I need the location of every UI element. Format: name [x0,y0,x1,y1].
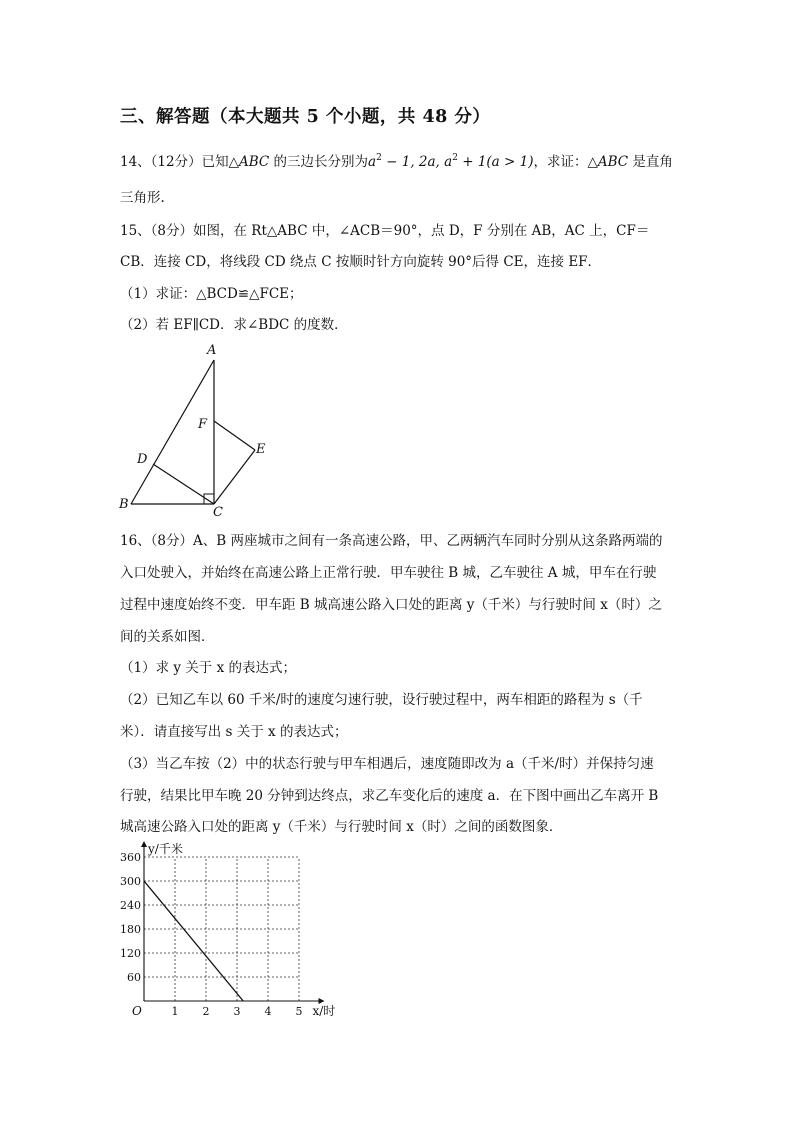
y-tick-label-240: 240 [120,899,141,912]
series-line-0 [144,881,243,1001]
x-tick-label-2: 2 [202,1005,210,1018]
y-axis-label: y/千米 [148,842,183,856]
q14-suffix2: 是直角 [628,154,673,170]
q14-line2: 三角形. [120,190,165,206]
q16-part2a: （2）已知乙车以 60 千米/时的速度匀速行驶，设行驶过程中，两车相距的路程为 s（千 [120,692,643,708]
y-tick-label-300: 300 [120,875,141,888]
x-tick-label-3: 3 [233,1005,241,1018]
q14-exp-a: 2 [376,153,382,163]
segment-ce [214,450,255,504]
x-tick-label-4: 4 [264,1005,272,1018]
label-f: F [198,417,208,432]
q16-part3b: 行驶，结果比甲车晚 20 分钟到达终点，求乙车变化后的速度 a．在下图中画出乙车离开 B [120,788,659,804]
q16-part1: （1）求 y 关于 x 的表达式； [120,660,296,676]
origin-label: O [132,1004,142,1018]
distance-time-chart [110,838,350,1023]
label-e: E [256,442,266,457]
q14-expr-a: a [368,154,377,170]
q15-line2: CB．连接 CD，将线段 CD 绕点 C 按顺时针方向旋转 90°后得 CE，连接 EF． [120,254,602,270]
label-c: C [213,505,223,520]
q14-triangle2: △ABC [587,154,629,170]
q16-part3a: （3）当乙车按（2）中的状态行驶与甲车相遇后，速度随即改为 a（千米/时）并保持匀速 [120,756,654,772]
q15-part1: （1）求证：△BCD≌△FCE； [120,286,303,302]
q14-triangle: △ABC [228,154,270,170]
label-a: A [207,343,217,358]
q14-mid: 的三边长分别为 [269,154,369,170]
geometry-figure [115,340,285,520]
y-tick-label-60: 60 [127,971,141,984]
q15-part2: （2）若 EF∥CD．求∠BDC 的度数． [120,317,348,333]
q14-exp-b: 2 [452,153,458,163]
q14-prefix: 14、（12分）已知 [120,154,229,170]
q16-line1: 16、（8分）A、B 两座城市之间有一条高速公路，甲、乙两辆汽车同时分别从这条路两端的 [120,533,663,549]
q14-expr-b: − 1, 2a, a [381,154,453,170]
label-d: D [137,452,148,467]
x-tick-label-5: 5 [295,1005,303,1018]
q15-line1: 15、（8分）如图，在 Rt△ABC 中，∠ACB＝90°，点 D，F 分别在 AB，AC 上，CF＝ [120,223,650,239]
q14-line1 [120,150,673,170]
label-b: B [119,497,129,512]
q14-suffix1: ，求证： [533,154,588,170]
y-tick-label-120: 120 [120,947,141,960]
segment-cd [153,464,214,504]
section-heading: 三、解答题（本大题共 5 个小题，共 48 分） [120,107,491,127]
x-axis-label: x/时 [312,1004,336,1018]
x-tick-label-1: 1 [171,1005,179,1018]
y-axis-arrow [141,841,147,847]
y-tick-label-180: 180 [120,923,141,936]
q14-expr-c: + 1 [457,154,487,170]
q16-line2: 入口处驶入，并始终在高速公路上正常行驶．甲车驶往 B 城，乙车驶往 A 城，甲车在行驶 [120,565,657,581]
q16-line4: 间的关系如图． [120,629,215,645]
q16-part3c: 城高速公路入口处的距离 y（千米）与行驶时间 x（时）之间的函数图象． [120,819,563,835]
q16-line3: 过程中速度始终不变．甲车距 B 城高速公路入口处的距离 y（千米）与行驶时间 x（时）之 [120,597,662,613]
q14-condition: (a > 1) [486,154,534,170]
y-tick-label-360: 360 [120,851,141,864]
q16-part2b: 米）．请直接写出 s 关于 x 的表达式； [120,724,348,740]
segment-ab [131,360,214,504]
segment-fe [214,421,255,450]
